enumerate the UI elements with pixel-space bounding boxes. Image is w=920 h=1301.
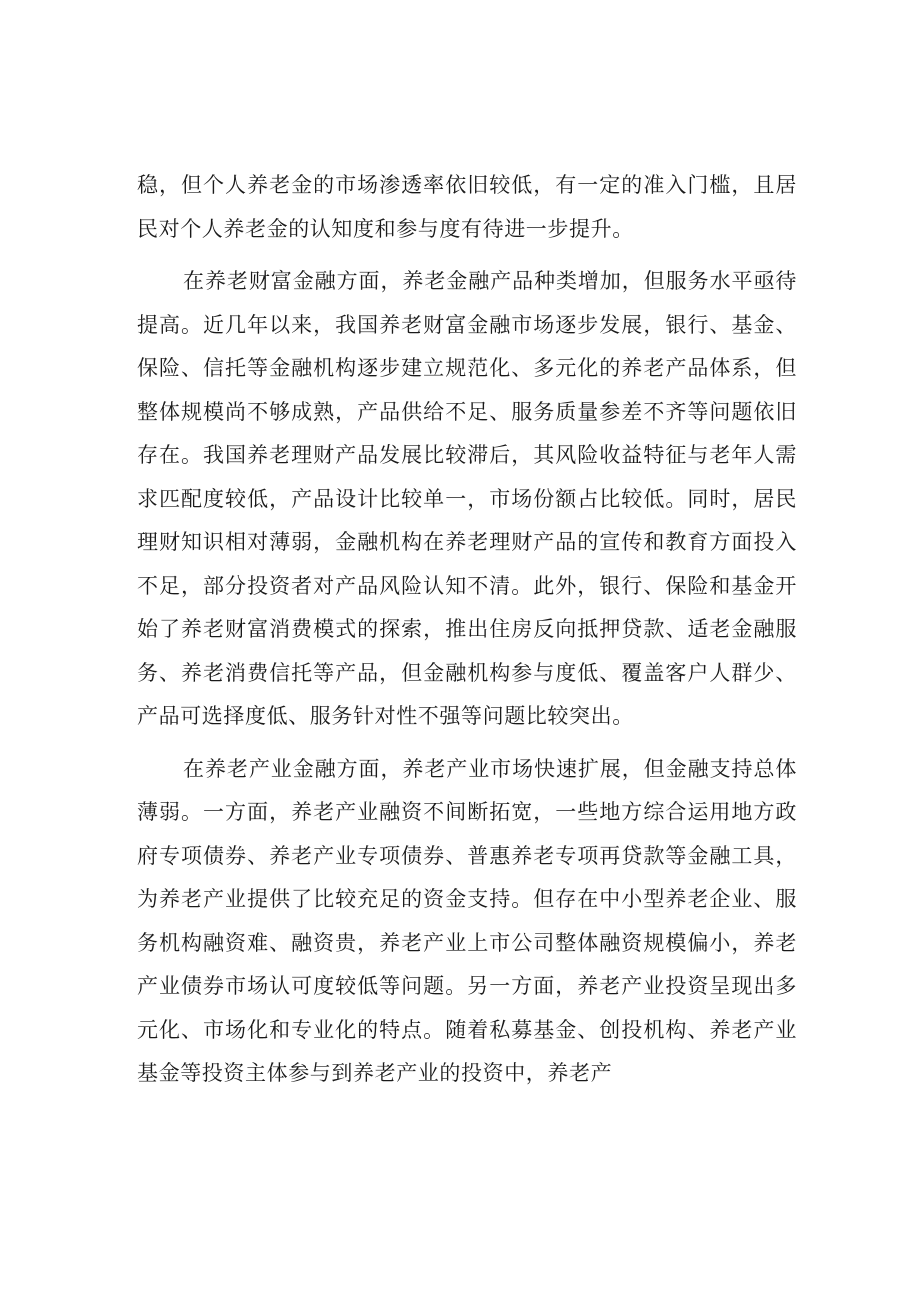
- paragraph-industry-finance: 在养老产业金融方面，养老产业市场快速扩展，但金融支持总体薄弱。一方面，养老产业融资不间断拓宽，一些地方综合运用地方政府专项债券、养老产业专项债券、普惠养老专项再贷款等金融工具，为养老产业提供了比较充足的资金支持。但存在中小型养老企业、服务机构融资难、融资贵，养老产业上市公司整体融资规模偏小，养老产业债券市场认可度较低等问题。另一方面，养老产业投资呈现出多元化、市场化和专业化的特点。随着私募基金、创投机构、养老产业基金等投资主体参与到养老产业的投资中，养老产: [137, 756, 797, 1085]
- paragraph-continuation: 稳，但个人养老金的市场渗透率依旧较低，有一定的准入门槛，且居民对个人养老金的认知度和参与度有待进一步提升。: [137, 173, 797, 241]
- paragraph-wealth-finance: 在养老财富金融方面，养老金融产品种类增加，但服务水平亟待提高。近几年以来，我国养老财富金融市场逐步发展，银行、基金、保险、信托等金融机构逐步建立规范化、多元化的养老产品体系，但整体规模尚不够成熟，产品供给不足、服务质量参差不齐等问题依旧存在。我国养老理财产品发展比较滞后，其风险收益特征与老年人需求匹配度较低，产品设计比较单一，市场份额占比较低。同时，居民理财知识相对薄弱，金融机构在养老理财产品的宣传和教育方面投入不足，部分投资者对产品风险认知不清。此外，银行、保险和基金开始了养老财富消费模式的探索，推出住房反向抵押贷款、适老金融服务、养老消费信托等产品，但金融机构参与度低、覆盖客户人群少、产品可选择度低、服务针对性不强等问题比较突出。: [137, 269, 797, 728]
- document-body: [137, 164, 797, 1096]
